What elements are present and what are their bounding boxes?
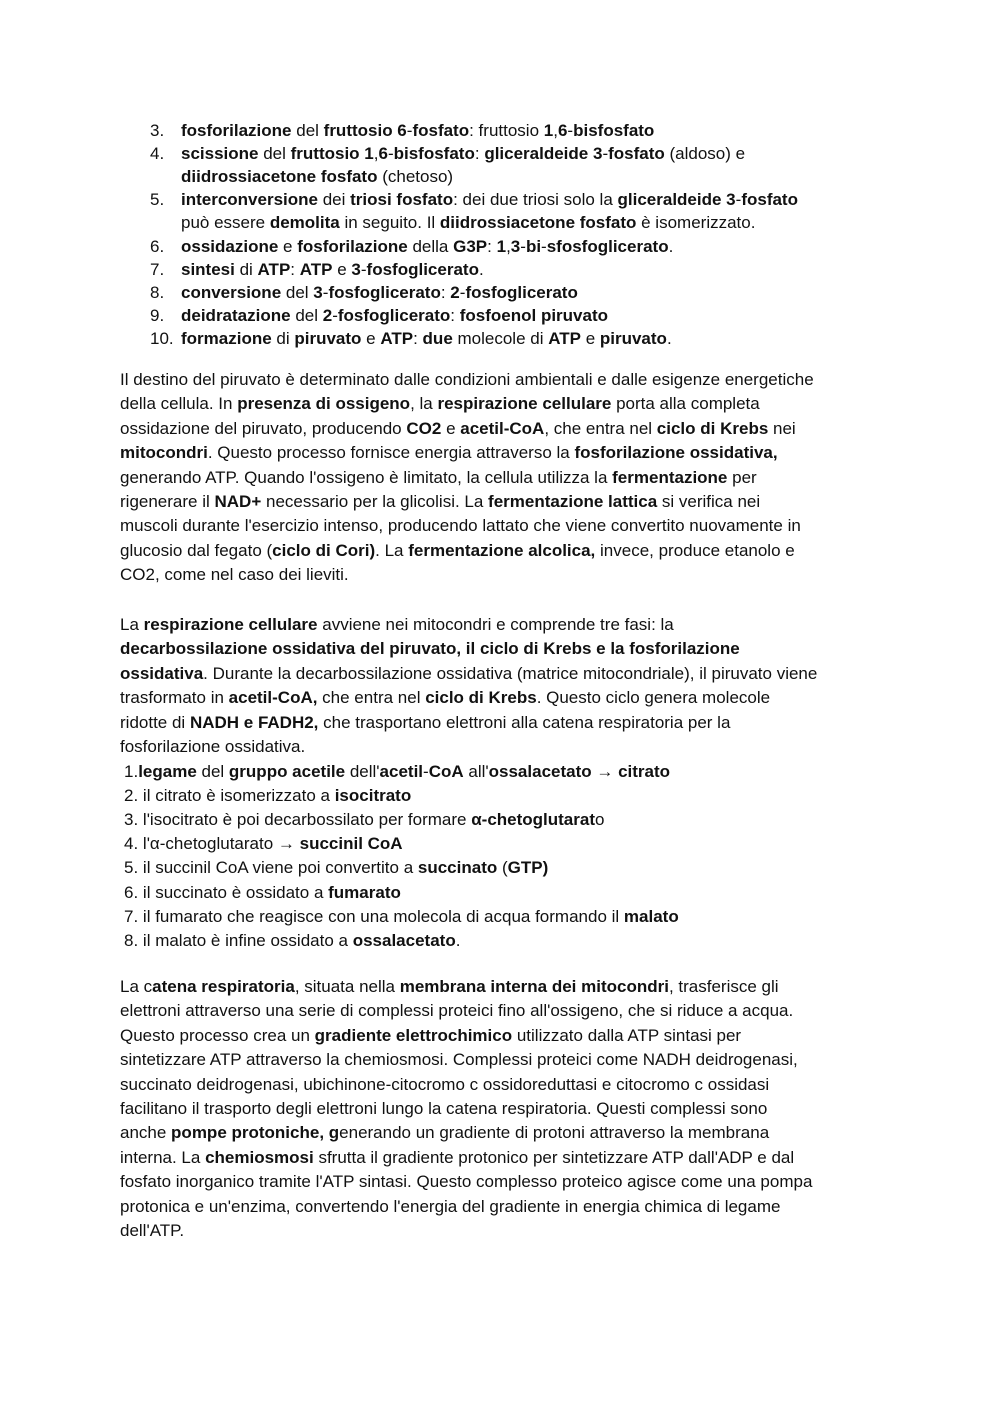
list-number: 7.: [150, 259, 165, 279]
paragraph-line: [120, 368, 814, 392]
text-run: ridotte di: [120, 712, 190, 732]
bold-text: fosfoglicerato: [328, 282, 441, 302]
text-run: e: [278, 236, 298, 256]
text-run: .: [668, 236, 674, 256]
text-run: .: [666, 328, 672, 348]
bold-text: ATP: [299, 259, 333, 279]
text-run: in seguito. Il: [339, 213, 440, 233]
bold-text: fosfoglicerato: [465, 282, 578, 302]
list-item: [124, 760, 670, 784]
list-item: [181, 258, 484, 282]
bold-text: 6: [378, 144, 388, 164]
text-run: -: [520, 236, 526, 256]
text-run: del: [258, 144, 291, 164]
text-run: di: [271, 328, 295, 348]
bold-text: bisfosfato: [573, 121, 655, 140]
text-run: fosforilazione ossidativa.: [120, 737, 306, 756]
bold-text: GTP): [507, 858, 549, 878]
text-run: .: [455, 930, 461, 950]
text-run: 5.: [124, 858, 139, 878]
text-run: del: [196, 762, 229, 781]
bold-text: fermentazione lattica: [488, 492, 658, 511]
text-run: 4.: [124, 834, 139, 854]
text-run: 7.: [124, 906, 139, 926]
text-run: enerando un gradiente di protoni attraverso la membrana: [339, 1123, 770, 1143]
bold-text: bi: [525, 236, 542, 256]
text-run: che trasportano elettroni alla catena respiratoria per la: [318, 712, 731, 732]
text-run: -: [322, 282, 329, 302]
bold-text: respirazione cellulare: [143, 615, 318, 634]
text-run: dell': [345, 762, 380, 781]
bold-text: 1: [543, 121, 554, 140]
text-run: e: [580, 328, 600, 348]
paragraph-line: [120, 975, 779, 999]
paragraph-line: [120, 1073, 769, 1097]
text-run: e: [332, 259, 352, 279]
text-run: del: [290, 305, 323, 325]
list-item: [181, 327, 672, 351]
text-run: . La: [375, 540, 409, 560]
list-item: [181, 165, 453, 189]
paragraph-line: [120, 539, 795, 563]
bold-text: piruvato: [599, 328, 667, 348]
text-run: dei: [318, 190, 351, 210]
text-run: , trasferisce gli: [668, 977, 779, 996]
paragraph-line: [120, 1024, 741, 1048]
bold-text: acetil-CoA,: [228, 688, 318, 708]
bold-text: fermentazione alcolica,: [408, 540, 596, 560]
text-run: rigenerare il: [120, 492, 215, 511]
text-run: di: [234, 259, 258, 279]
text-run: :: [440, 282, 451, 302]
text-run: l'isocitrato è poi decarbossilato per formare: [138, 810, 472, 830]
list-item: [181, 304, 608, 328]
bold-text: CoA: [428, 762, 464, 781]
text-run: glucosio dal fegato (: [120, 540, 273, 560]
bold-text: fumarato: [328, 882, 401, 902]
list-number: 9.: [150, 305, 165, 325]
paragraph-line: [120, 1170, 812, 1194]
bold-text: sfosfoglicerato: [546, 236, 669, 256]
bold-text: respirazione cellulare: [437, 394, 612, 414]
bold-text: ossidativa: [120, 663, 204, 683]
text-run: fosfato inorganico tramite l'ATP sintasi. Questo complesso proteico agisce come una pompa: [120, 1172, 813, 1192]
text-run: -: [541, 236, 547, 256]
bold-text: fermentazione: [612, 467, 728, 487]
bold-text: scissione: [181, 144, 259, 164]
bold-text: demolita: [269, 213, 340, 233]
text-run: -: [735, 190, 742, 210]
text-run: invece, produce etanolo e: [595, 540, 795, 560]
bold-text: ciclo di Krebs: [425, 688, 537, 708]
bold-text: acetil-CoA: [460, 418, 545, 438]
text-run: -: [387, 144, 394, 164]
text-run: -: [567, 121, 574, 140]
text-run: muscoli durante l'esercizio intenso, producendo lattato che viene convertito nuovamente in: [120, 516, 801, 536]
list-number: 4.: [150, 144, 165, 164]
bold-text: membrana interna dei mitocondri: [399, 977, 669, 996]
text-run: l'α-chetoglutarato →: [138, 834, 300, 854]
list-item: [124, 808, 604, 832]
text-run: :: [487, 236, 497, 256]
text-run: utilizzato dalla ATP sintasi per: [512, 1025, 742, 1045]
text-run: molecole di: [452, 328, 549, 348]
text-run: o: [595, 810, 605, 830]
bold-text: 2: [322, 305, 333, 325]
paragraph-line: [120, 999, 793, 1023]
list-number: 3.: [150, 121, 165, 140]
text-run: -: [332, 305, 338, 325]
text-run: (: [497, 858, 508, 878]
bold-text: fosfoenol piruvato: [459, 305, 609, 325]
text-run: La: [120, 615, 144, 634]
bold-text: fosforilazione ossidativa,: [574, 443, 778, 463]
bold-text: 6: [557, 121, 568, 140]
text-run: (chetoso): [377, 167, 454, 187]
paragraph-line: [120, 392, 760, 416]
text-run: può essere: [181, 213, 270, 233]
text-run: Il destino del piruvato è determinato dalle condizioni ambientali e dalle esigenze energetiche: [120, 370, 814, 389]
bold-text: ossalacetato → citrato: [488, 762, 671, 781]
list-item: [124, 856, 548, 880]
bold-text: gradiente elettrochimico: [314, 1025, 513, 1045]
text-run: e: [361, 328, 381, 348]
text-run: all': [463, 762, 489, 781]
paragraph-line: [120, 686, 770, 710]
paragraph-line: [120, 735, 305, 759]
bold-text: ciclo di Krebs: [656, 418, 769, 438]
bold-text: due: [422, 328, 453, 348]
list-number: 8.: [150, 282, 165, 302]
text-run: il succinil CoA viene poi convertito a: [138, 858, 418, 878]
text-run: dell'ATP.: [120, 1221, 185, 1240]
text-run: .: [478, 259, 484, 279]
text-run: della cellula. In: [120, 394, 238, 414]
text-run: avviene nei mitocondri e comprende tre fasi: la: [317, 615, 674, 634]
bold-text: fosforilazione: [181, 121, 292, 140]
text-run: (aldoso) e: [664, 144, 746, 164]
text-run: necessario per la glicolisi. La: [261, 492, 489, 511]
text-run: porta alla completa: [611, 394, 760, 414]
list-number: 10.: [150, 328, 174, 348]
bold-text: fruttosio 1: [290, 144, 374, 164]
paragraph-line: [120, 613, 674, 637]
bold-text: CO2: [406, 418, 442, 438]
text-run: del: [281, 282, 314, 302]
paragraph-line: [120, 711, 730, 735]
text-run: , situata nella: [294, 977, 400, 996]
bold-text: 3: [351, 259, 361, 279]
text-run: 6.: [124, 882, 139, 902]
bold-text: legame: [138, 762, 197, 781]
bold-text: fosforilazione: [297, 236, 408, 256]
text-run: . Durante la decarbossilazione ossidativa (matrice mitocondriale), il piruvato viene: [203, 663, 818, 683]
list-item: [181, 211, 755, 235]
text-run: generando ATP. Quando l'ossigeno è limitato, la cellula utilizza la: [120, 467, 613, 487]
paragraph-line: [120, 1097, 767, 1121]
list-item: [124, 832, 403, 856]
text-run: facilitano il trasporto degli elettroni lungo la catena respiratoria. Questi complessi sono: [120, 1099, 768, 1118]
bold-text: fosfoglicerato: [366, 259, 479, 279]
paragraph-line: [120, 1121, 769, 1145]
bold-text: interconversione: [181, 190, 318, 210]
text-run: :: [413, 328, 423, 348]
paragraph-line: [120, 1195, 780, 1219]
text-run: , la: [410, 394, 438, 414]
bold-text: NAD+: [214, 492, 262, 511]
bold-text: fosfoglicerato: [337, 305, 451, 325]
paragraph-line: [120, 514, 801, 538]
bold-text: bisfosfato: [393, 144, 475, 164]
bold-text: 3: [313, 282, 323, 302]
text-run: : fruttosio: [469, 121, 544, 140]
bold-text: succinil CoA: [299, 834, 403, 854]
bold-text: formazione: [181, 328, 272, 348]
text-run: e: [441, 418, 461, 438]
bold-text: succinato: [417, 858, 498, 878]
text-run: del: [291, 121, 324, 140]
paragraph-line: [120, 637, 740, 661]
bold-text: diidrossiacetone fosfato: [181, 167, 378, 187]
bold-text: ossidazione: [181, 236, 279, 256]
paragraph-line: [120, 1048, 798, 1072]
bold-text: α-chetoglutarat: [471, 810, 595, 830]
bold-text: presenza di ossigeno: [237, 394, 411, 414]
paragraph-line: [120, 563, 349, 587]
bold-text: ATP: [257, 259, 291, 279]
text-run: La c: [120, 977, 153, 996]
bold-text: chemiosmosi: [205, 1147, 314, 1167]
bold-text: pompe protoniche, g: [171, 1123, 340, 1143]
bold-text: ATP: [380, 328, 414, 348]
text-run: . Questo ciclo genera molecole: [536, 688, 771, 708]
list-item: [181, 142, 745, 166]
bold-text: ATP: [548, 328, 581, 348]
text-run: trasformato in: [120, 688, 229, 708]
text-run: il malato è infine ossidato a: [138, 930, 353, 950]
list-item: [124, 905, 679, 929]
text-run: CO2, come nel caso dei lieviti.: [120, 565, 349, 585]
paragraph-line: [120, 1219, 184, 1243]
text-run: -: [459, 282, 466, 302]
text-run: :: [450, 305, 460, 325]
paragraph-line: [120, 1146, 794, 1170]
text-run: sfrutta il gradiente protonico per sintetizzare ATP dall'ADP e dal: [313, 1147, 795, 1167]
text-run: ,: [506, 236, 511, 256]
text-run: 2.: [124, 786, 139, 806]
text-run: elettroni attraverso una serie di complessi proteici fino all'ossigeno, che si riduce a acqua.: [120, 1001, 794, 1021]
text-run: della: [407, 236, 454, 256]
bold-text: piruvato: [294, 328, 362, 348]
bold-text: G3P: [453, 236, 488, 256]
bold-text: gruppo acetile: [228, 762, 346, 781]
paragraph-line: [120, 662, 817, 686]
bold-text: gliceraldeide 3: [484, 144, 603, 164]
list-item: [181, 281, 578, 305]
text-run: il succinato è ossidato a: [138, 882, 329, 902]
text-run: che entra nel: [317, 688, 426, 708]
bold-text: fruttosio 6: [323, 121, 407, 140]
bold-text: isocitrato: [334, 786, 412, 806]
bold-text: fosfato: [608, 144, 665, 164]
text-run: -: [423, 762, 429, 781]
bold-text: triosi fosfato: [350, 190, 454, 210]
text-run: : dei due triosi solo la: [453, 190, 618, 210]
bold-text: deidratazione: [181, 305, 291, 325]
bold-text: acetil: [379, 762, 424, 781]
list-item: [181, 188, 798, 212]
paragraph-line: [120, 417, 796, 441]
list-item: [181, 119, 654, 143]
text-run: 1.: [124, 762, 139, 781]
text-run: per: [727, 467, 757, 487]
text-run: -: [406, 121, 413, 140]
paragraph-line: [120, 490, 760, 514]
bold-text: ossalacetato: [352, 930, 456, 950]
text-run: ,: [373, 144, 379, 164]
paragraph-line: [120, 441, 778, 465]
bold-text: ciclo di Cori): [272, 540, 376, 560]
text-run: protonica e un'enzima, convertendo l'energia del gradiente in energia chimica di legame: [120, 1196, 781, 1216]
text-run: succinato deidrogenasi, ubichinone-citocromo c ossidoreduttasi e citocromo c ossidasi: [120, 1074, 770, 1094]
list-item: [124, 881, 401, 905]
bold-text: conversione: [181, 282, 282, 302]
bold-text: diidrossiacetone fosfato: [439, 213, 637, 233]
bold-text: 2: [450, 282, 460, 302]
text-run: , che entra nel: [544, 418, 657, 438]
text-run: ,: [553, 121, 558, 140]
text-run: si verifica nei: [657, 492, 761, 511]
text-run: -: [360, 259, 367, 279]
list-number: 5.: [150, 190, 165, 210]
text-run: interna. La: [120, 1147, 206, 1167]
text-run: . Questo processo fornisce energia attraverso la: [207, 443, 575, 463]
text-run: Questo processo crea un: [120, 1025, 315, 1045]
paragraph-line: [120, 466, 757, 490]
bold-text: malato: [623, 906, 679, 926]
bold-text: mitocondri: [120, 443, 208, 463]
text-run: :: [474, 144, 485, 164]
text-run: :: [290, 259, 300, 279]
bold-text: atena respiratoria: [152, 977, 295, 996]
bold-text: NADH e FADH2,: [189, 712, 319, 732]
text-run: 8.: [124, 930, 139, 950]
text-run: il citrato è isomerizzato a: [138, 786, 335, 806]
bold-text: gliceraldeide 3: [617, 190, 736, 210]
list-item: [124, 929, 460, 953]
list-item: [124, 784, 411, 808]
list-number: 6.: [150, 236, 165, 256]
text-run: è isomerizzato.: [636, 213, 756, 233]
bold-text: decarbossilazione ossidativa del piruvato, il ciclo di Krebs e la fosforilazione: [120, 639, 740, 659]
text-run: 3.: [124, 810, 139, 830]
bold-text: 3: [510, 236, 521, 256]
bold-text: 1: [496, 236, 507, 256]
bold-text: fosfato: [741, 190, 798, 210]
text-run: il fumarato che reagisce con una molecola di acqua formando il: [138, 906, 624, 926]
bold-text: sintesi: [181, 259, 235, 279]
bold-text: fosfato: [412, 121, 470, 140]
text-run: anche: [120, 1123, 172, 1143]
text-run: ossidazione del piruvato, producendo: [120, 418, 407, 438]
text-run: nei: [768, 418, 796, 438]
list-item: [181, 235, 673, 259]
text-run: sintetizzare ATP attraverso la chemiosmosi. Complessi proteici come NADH deidrogenasi,: [120, 1050, 798, 1070]
text-run: -: [602, 144, 609, 164]
